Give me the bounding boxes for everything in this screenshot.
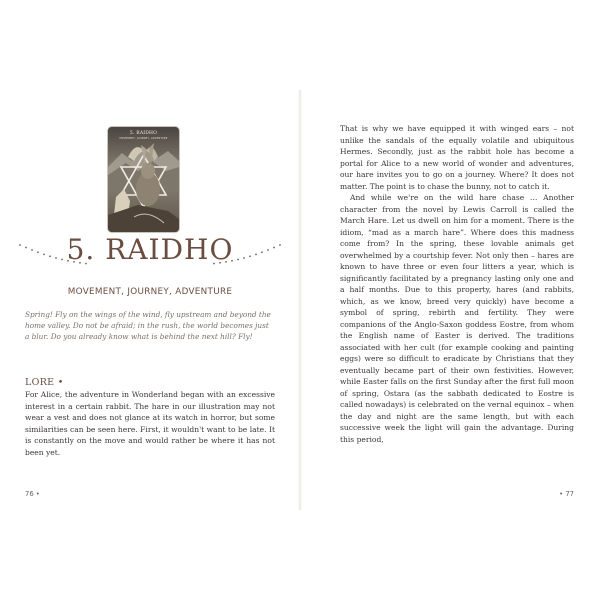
lore-text: For Alice, the adventure in Wonderland began with an excessive interest in a certain rabbit. The hare in our illustration may not wear a vest and does not glance at its watch in horror, but some similarities can be seen here. First, it wouldn't want to be late. It is constantly on the move and would rather be where it has not been yet.: [25, 390, 275, 457]
right-page-body: [340, 123, 574, 445]
hare-illustration: [108, 127, 179, 232]
left-page: [0, 90, 300, 510]
card-title: 5. RAIDHO: [129, 131, 158, 136]
lore-heading: LORE •: [25, 377, 64, 388]
book-spread: [0, 90, 600, 510]
chapter-intro: Spring! Fly on the wings of the wind, fly upstream and beyond the home valley. Do not be afraid; in the rush, the world becomes just a blur. Do you already know what is behind the next hill? Fly!: [25, 310, 271, 341]
card-subtitle: MOVEMENT, JOURNEY, ADVENTURE: [119, 137, 168, 140]
page-number-right: • 77: [559, 490, 574, 498]
page-number-left: 76 •: [25, 490, 40, 498]
rune-card-illustration: [108, 127, 179, 232]
chapter-keywords: MOVEMENT, JOURNEY, ADVENTURE: [67, 287, 233, 297]
right-page: [300, 90, 600, 510]
paragraph: That is why we have equipped it with winged ears – not unlike the sandals of the equally volatile and ubiquitous Hermes. Secondly, just as the rabbit hole has become a portal for Alice to a new world of wonder and adventures, our hare invites you to go on a journey. Where? It does not matter. The point is to chase the bunny, not to catch it.: [340, 124, 574, 191]
paragraph: And while we're on the wild hare chase … Another character from the novel by Lewis Carroll is called the March Hare. Let us dwell on him for a moment. There is the idiom, “mad as a march hare”. Where does this madness come from? In the spring, these lovable animals get overwhelmed by a courtship fever. Not only then – hares are known to have three or even four litters a year, which is significantly facilitated by a pregnancy lasting only one and a half months. Due to this property, hares (and rabbits, which, as we know, breed very quickly) have become a symbol of spring, rebirth and fertility. They were companions of the Anglo-Saxon goddess Eostre, from whom the English name of Easter is derived. The traditions associated with her cult (for example cooking and painting eggs) were so difficult to eradicate by Christians that they eventually became part of their own festivities. However, while Easter falls on the first Sunday after the first full moon of spring, Ostara (as the sabbath dedicated to Eostre is called nowadays) is celebrated on the vernal equinox – when the day and night are the same length, but with each successive week the light will gain the advantage. During this period,: [340, 193, 574, 444]
chapter-title: 5. RAIDHO: [66, 233, 234, 266]
